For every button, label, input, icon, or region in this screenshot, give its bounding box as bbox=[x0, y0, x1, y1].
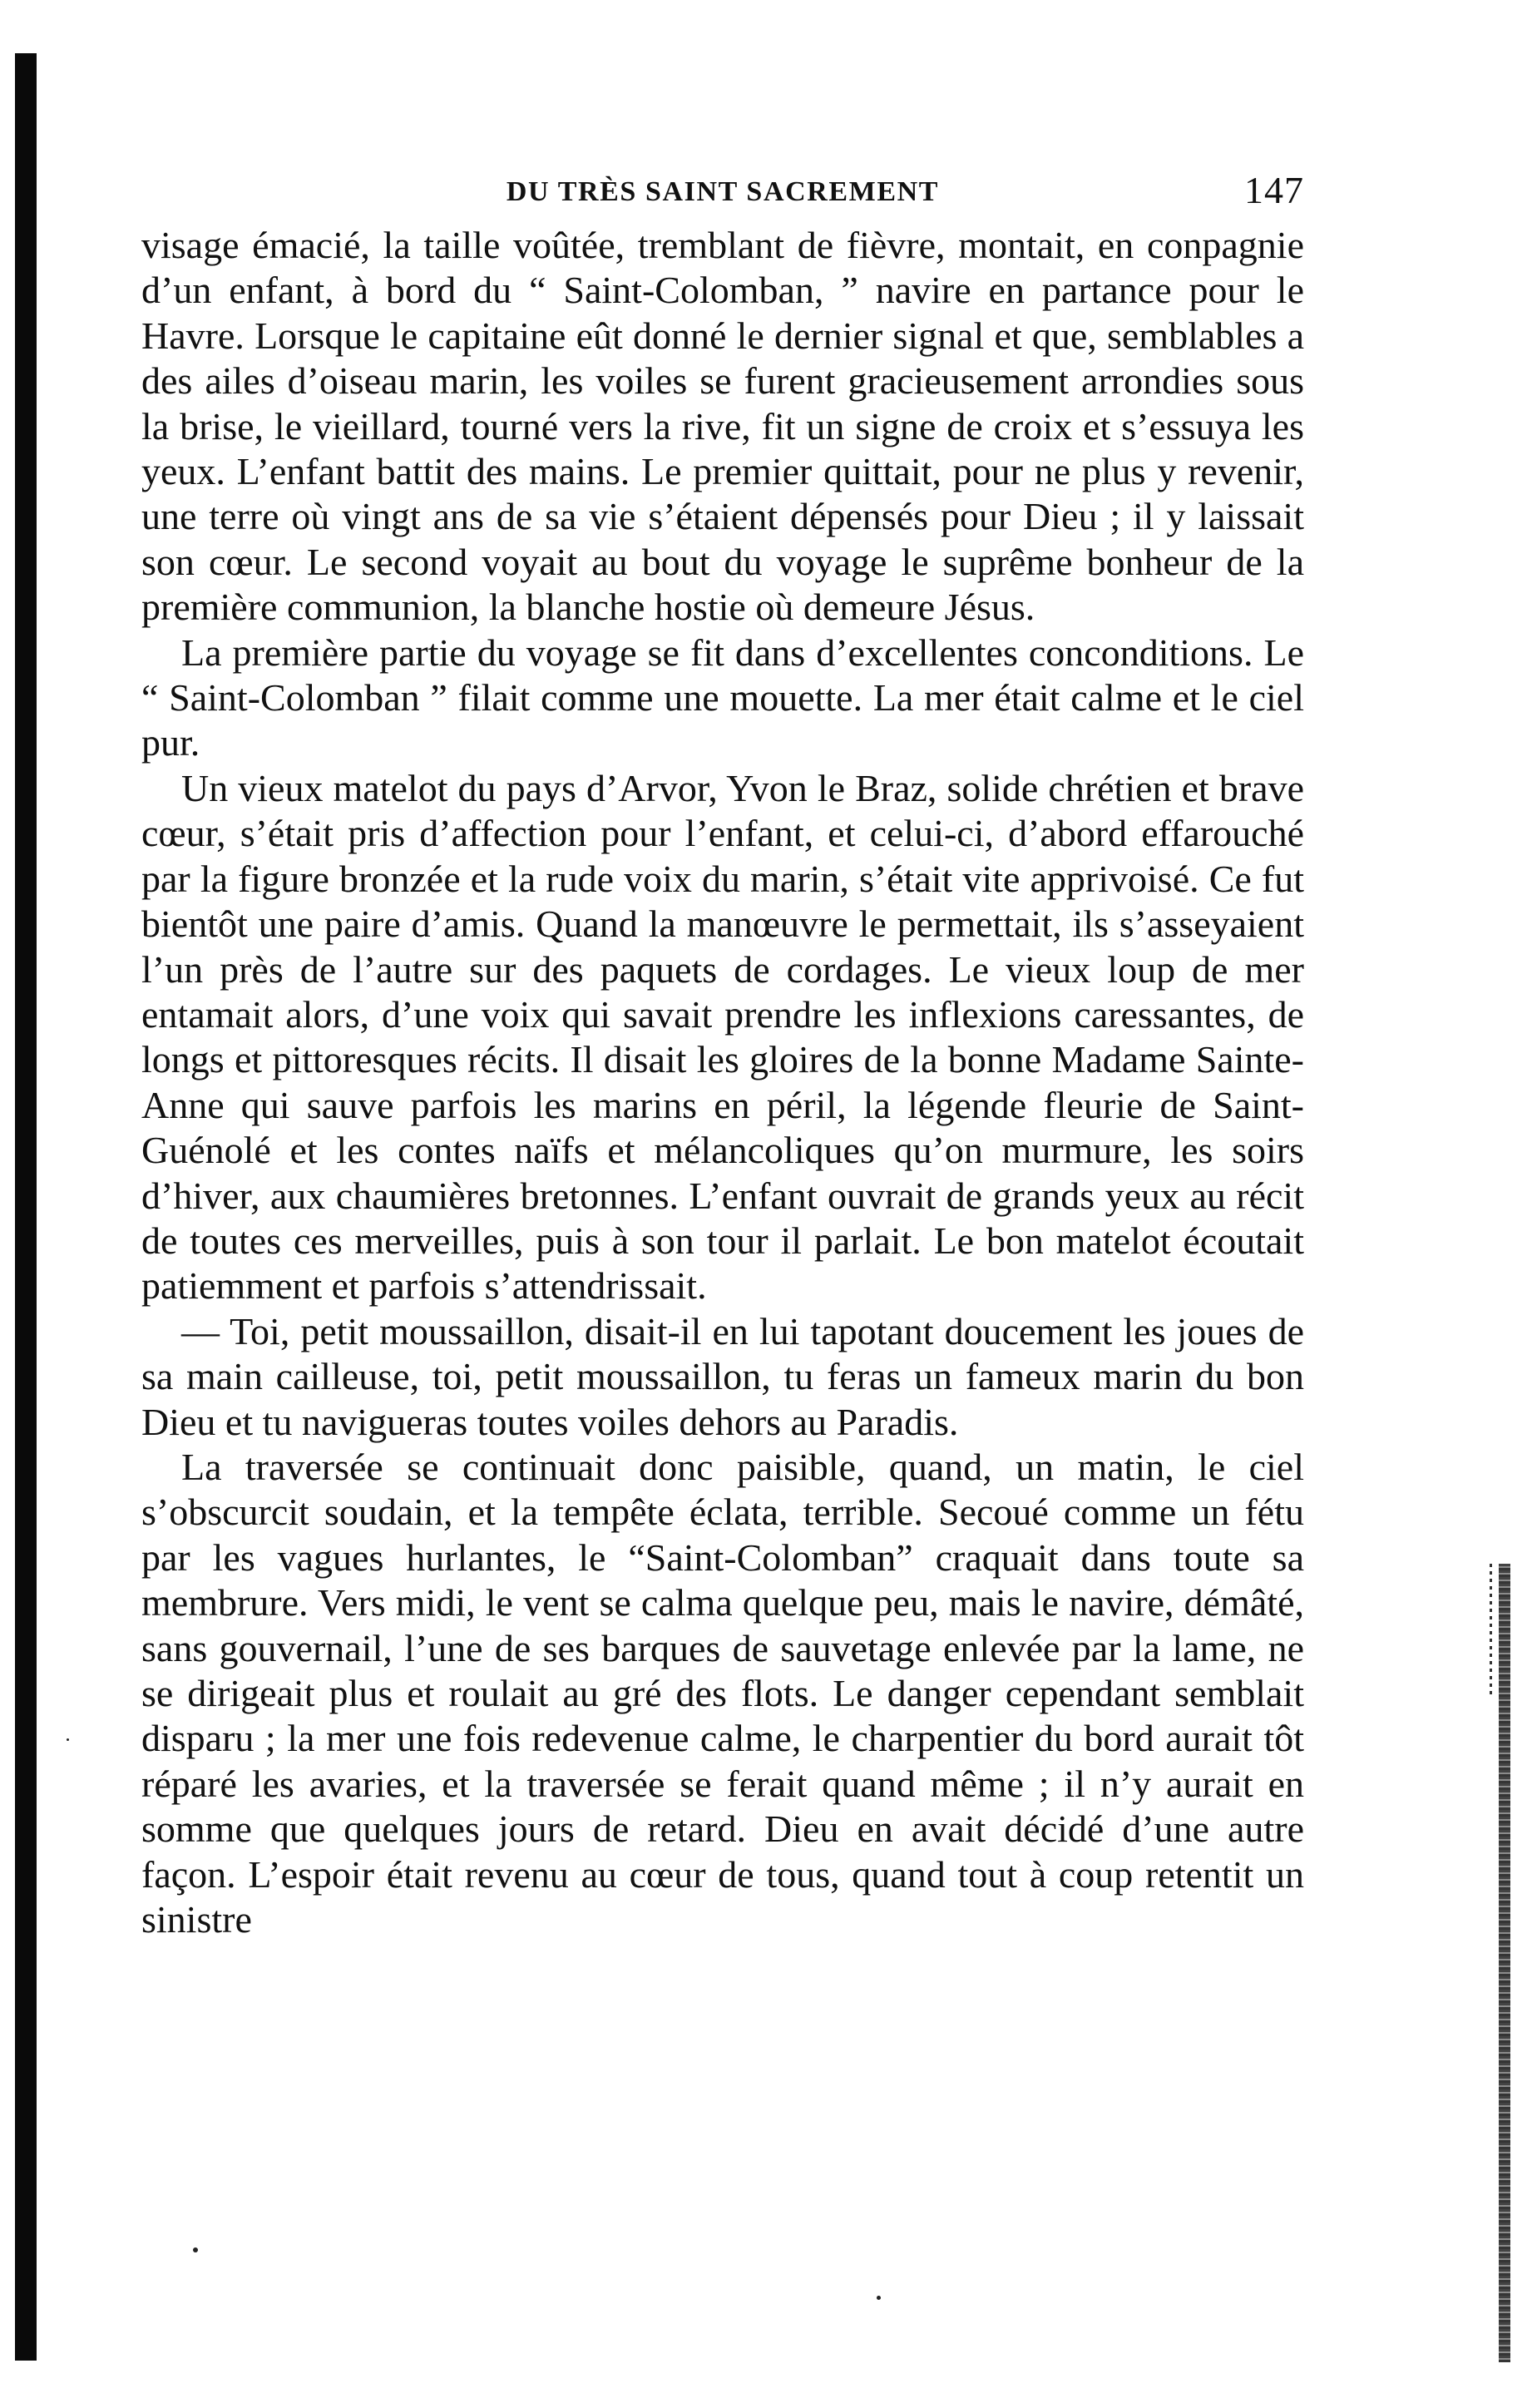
scan-binding-shadow bbox=[15, 53, 37, 2361]
ink-speck bbox=[877, 2296, 881, 2300]
page-header bbox=[141, 163, 1304, 230]
scan-page-edge bbox=[1499, 1564, 1510, 2362]
paragraph-dialogue: — Toi, petit moussaillon, disait-il en lui tapotant doucement les joues de sa main cailleuse, toi, petit moussaillon, tu feras un fameux marin du bon Dieu et tu navigueras toutes voiles dehors au Paradis. bbox=[141, 1309, 1304, 1443]
running-head: DU TRÈS SAINT SACREMENT bbox=[506, 176, 940, 207]
paragraph-continued: visage émacié, la taille voûtée, tremblant de fièvre, montait, en conpagnie d’un enfant, à bord du “ Saint-Colomban, ” navire en partance pour le Havre. Lorsque le capitaine eût donné le dernier signal et que, semblables a des ailes d’oiseau marin, les voiles se furent gracieusement arrondies sous la brise, le vieillard, tourné vers la rive, fit un signe de croix et s’essuya les yeux. L’enfant battit des mains. Le premier quittait, pour ne plus y revenir, une terre où vingt ans de sa vie s’étaient dépensés pour Dieu ; il y laissait son cœur. Le second voyait au bout du voyage le suprême bonheur de la première communion, la blanche hostie où demeure Jésus. bbox=[141, 224, 1304, 629]
paragraph: Un vieux matelot du pays d’Arvor, Yvon le Braz, solide chrétien et brave cœur, s’était pris d’affection pour l’enfant, et celui-ci, d’abord effarouché par la figure bronzée et la rude voix du marin, s’était vite apprivoisé. Ce fut bientôt une paire d’amis. Quand la manœuvre le permettait, ils s’asseyaient l’un près de l’autre sur des paquets de cordages. Le vieux loup de mer entamait alors, d’une voix qui savait prendre les inflexions caressantes, de longs et pittoresques récits. Il disait les gloires de la bonne Madame Sainte-Anne qui sauve parfois les marins en péril, la légende fleurie de Saint-Guénolé et les contes naïfs et mélancoliques qu’on murmure, les soirs d’hiver, aux chaumières bretonnes. L’enfant ouvrait de grands yeux au récit de toutes ces merveilles, puis à son tour il parlait. Le bon matelot écoutait patiemment et parfois s’attendrissait. bbox=[141, 766, 1304, 1308]
page-number: 147 bbox=[1244, 169, 1304, 211]
body-text bbox=[141, 223, 1304, 1942]
ink-speck bbox=[67, 1738, 69, 1741]
paragraph: La première partie du voyage se fit dans d’excellentes conconditions. Le “ Saint-Colomban ” filait comme une mouette. La mer était calme et le ciel pur. bbox=[141, 630, 1304, 764]
paragraph: La traversée se continuait donc paisible, quand, un matin, le ciel s’obscurcit soudain, et la tempête éclata, terrible. Secoué comme un fétu par les vagues hurlantes, le “Saint-Colomban” craquait dans toute sa membrure. Vers midi, le vent se calma quelque peu, mais le navire, démâté, sans gouvernail, l’une de ses barques de sauvetage enlevée par la lame, ne se dirigeait plus et roulait au gré des flots. Le danger cependant semblait disparu ; la mer une fois redevenue calme, le charpentier du bord aurait tôt réparé les avaries, et la traversée se ferait quand même ; il n’y aurait en somme que quelques jours de retard. Dieu en avait décidé d’une autre façon. L’espoir était revenu au cœur de tous, quand tout à coup retentit un sinistre bbox=[141, 1445, 1304, 1941]
scan-page-edge-mark bbox=[1490, 1564, 1492, 1697]
ink-speck bbox=[193, 2247, 198, 2252]
